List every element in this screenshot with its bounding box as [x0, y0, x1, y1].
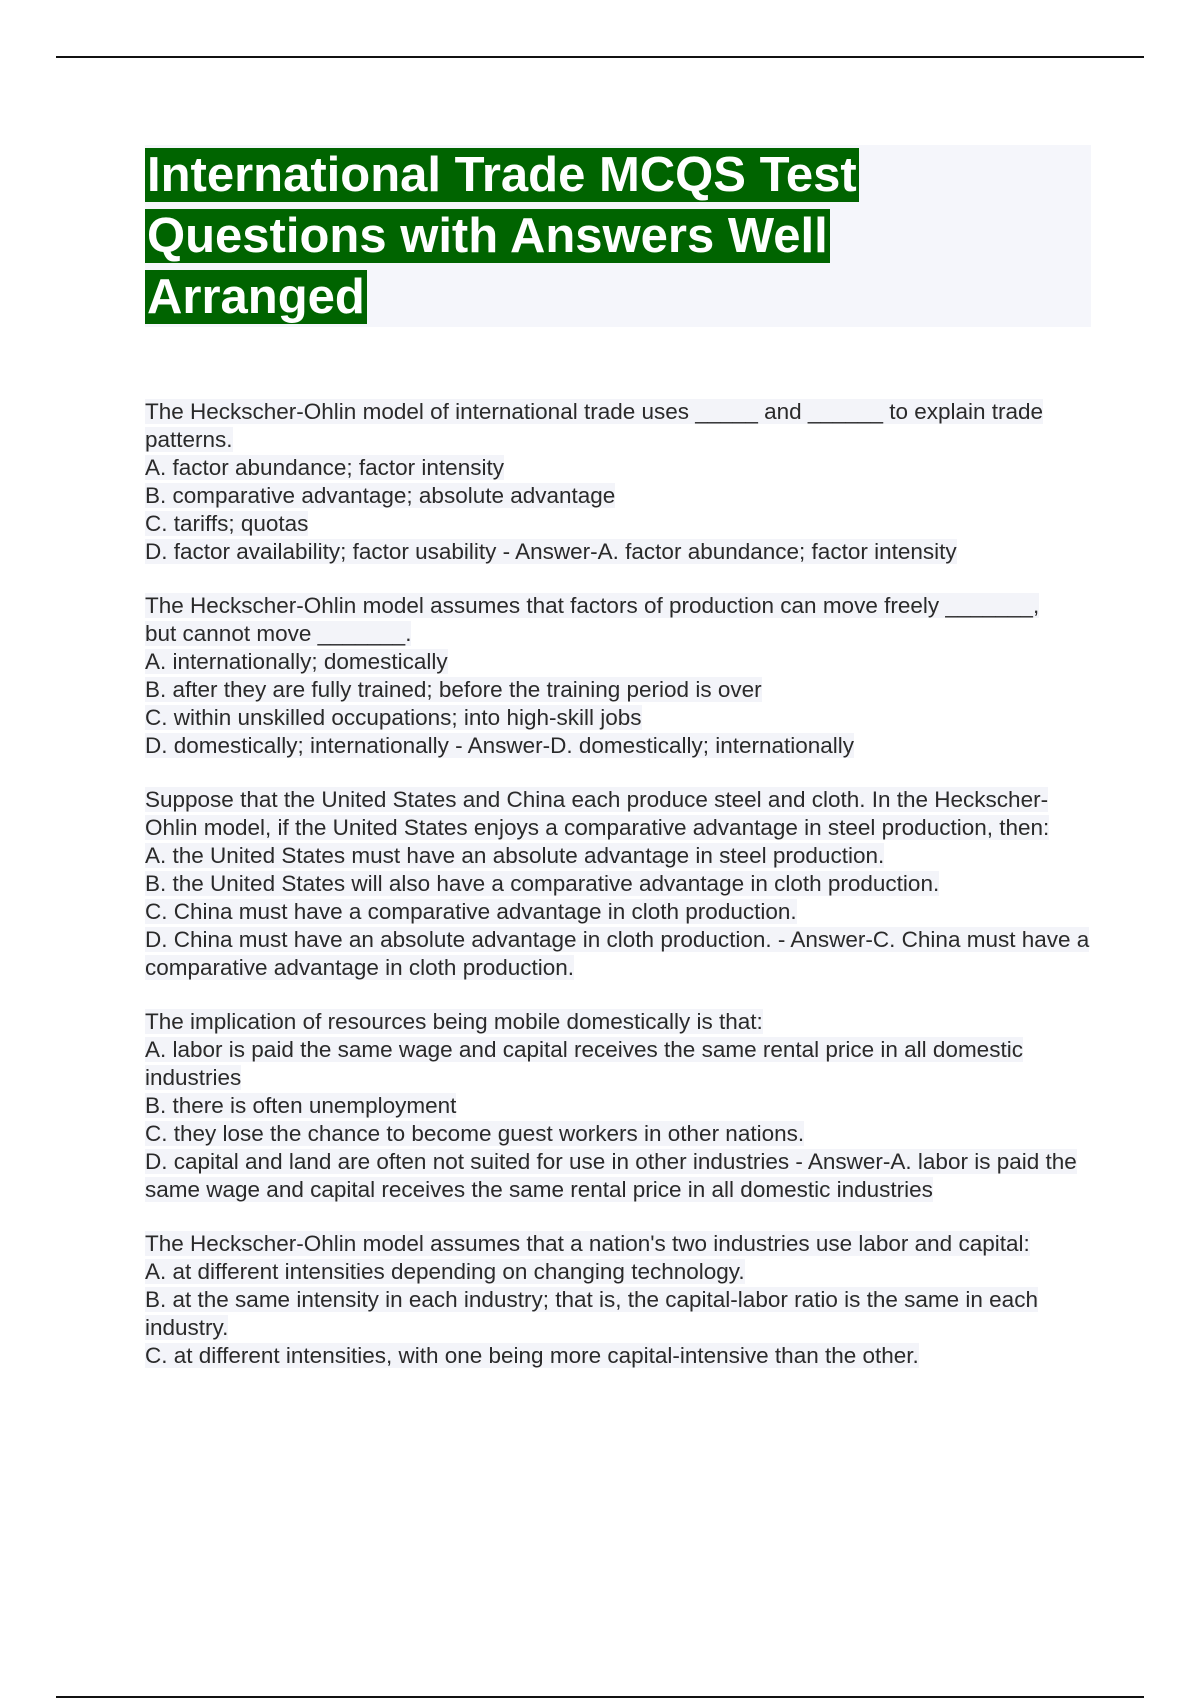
option-c: C. they lose the chance to become guest workers in other nations.	[145, 1121, 805, 1146]
option-c: C. within unskilled occupations; into high-skill jobs	[145, 705, 642, 730]
option-c: C. at different intensities, with one being more capital-intensive than the other.	[145, 1343, 919, 1368]
option-c: C. China must have a comparative advantage in cloth production.	[145, 899, 797, 924]
bottom-rule	[56, 1696, 1144, 1698]
question-2	[145, 592, 1095, 760]
option-a: A. internationally; domestically	[145, 649, 448, 674]
question-1	[145, 398, 1095, 566]
question-3	[145, 786, 1095, 982]
question-text: The implication of resources being mobile domestically is that:	[145, 1009, 763, 1034]
option-a: A. at different intensities depending on changing technology.	[145, 1259, 745, 1284]
option-a: A. factor abundance; factor intensity	[145, 455, 504, 480]
document-title	[145, 145, 905, 328]
questions-list	[145, 398, 1095, 1396]
option-a: A. labor is paid the same wage and capital receives the same rental price in all domestic industries	[145, 1037, 1023, 1090]
option-b: B. comparative advantage; absolute advantage	[145, 483, 616, 508]
option-d-with-answer: D. factor availability; factor usability - Answer-A. factor abundance; factor intensity	[145, 539, 957, 564]
option-b: B. the United States will also have a comparative advantage in cloth production.	[145, 871, 940, 896]
document-title-text: International Trade MCQS Test Questions with Answers Well Arranged	[147, 148, 857, 324]
option-d-with-answer: D. capital and land are often not suited for use in other industries - Answer-A. labor is paid the same wage and capital receives the same rental price in all domestic industries	[145, 1149, 1077, 1202]
title-block	[145, 145, 1091, 327]
question-text: The Heckscher-Ohlin model assumes that factors of production can move freely _______, but cannot move _______.	[145, 593, 1040, 646]
option-d-with-answer: D. domestically; internationally - Answer-D. domestically; internationally	[145, 733, 855, 758]
question-text: The Heckscher-Ohlin model assumes that a nation's two industries use labor and capital:	[145, 1231, 1030, 1256]
question-text: Suppose that the United States and China each produce steel and cloth. In the Heckscher-Ohlin model, if the United States enjoys a comparative advantage in steel production, then:	[145, 787, 1050, 840]
option-c: C. tariffs; quotas	[145, 511, 309, 536]
question-5	[145, 1230, 1095, 1370]
question-4	[145, 1008, 1095, 1204]
question-text: The Heckscher-Ohlin model of international trade uses _____ and ______ to explain trade patterns.	[145, 399, 1044, 452]
option-b: B. after they are fully trained; before the training period is over	[145, 677, 762, 702]
option-a: A. the United States must have an absolute advantage in steel production.	[145, 843, 885, 868]
option-d-with-answer: D. China must have an absolute advantage in cloth production. - Answer-C. China must have a comparative advantage in cloth production.	[145, 927, 1090, 980]
top-rule	[56, 56, 1144, 58]
option-b: B. there is often unemployment	[145, 1093, 457, 1118]
option-b: B. at the same intensity in each industry; that is, the capital-labor ratio is the same in each industry.	[145, 1287, 1038, 1340]
